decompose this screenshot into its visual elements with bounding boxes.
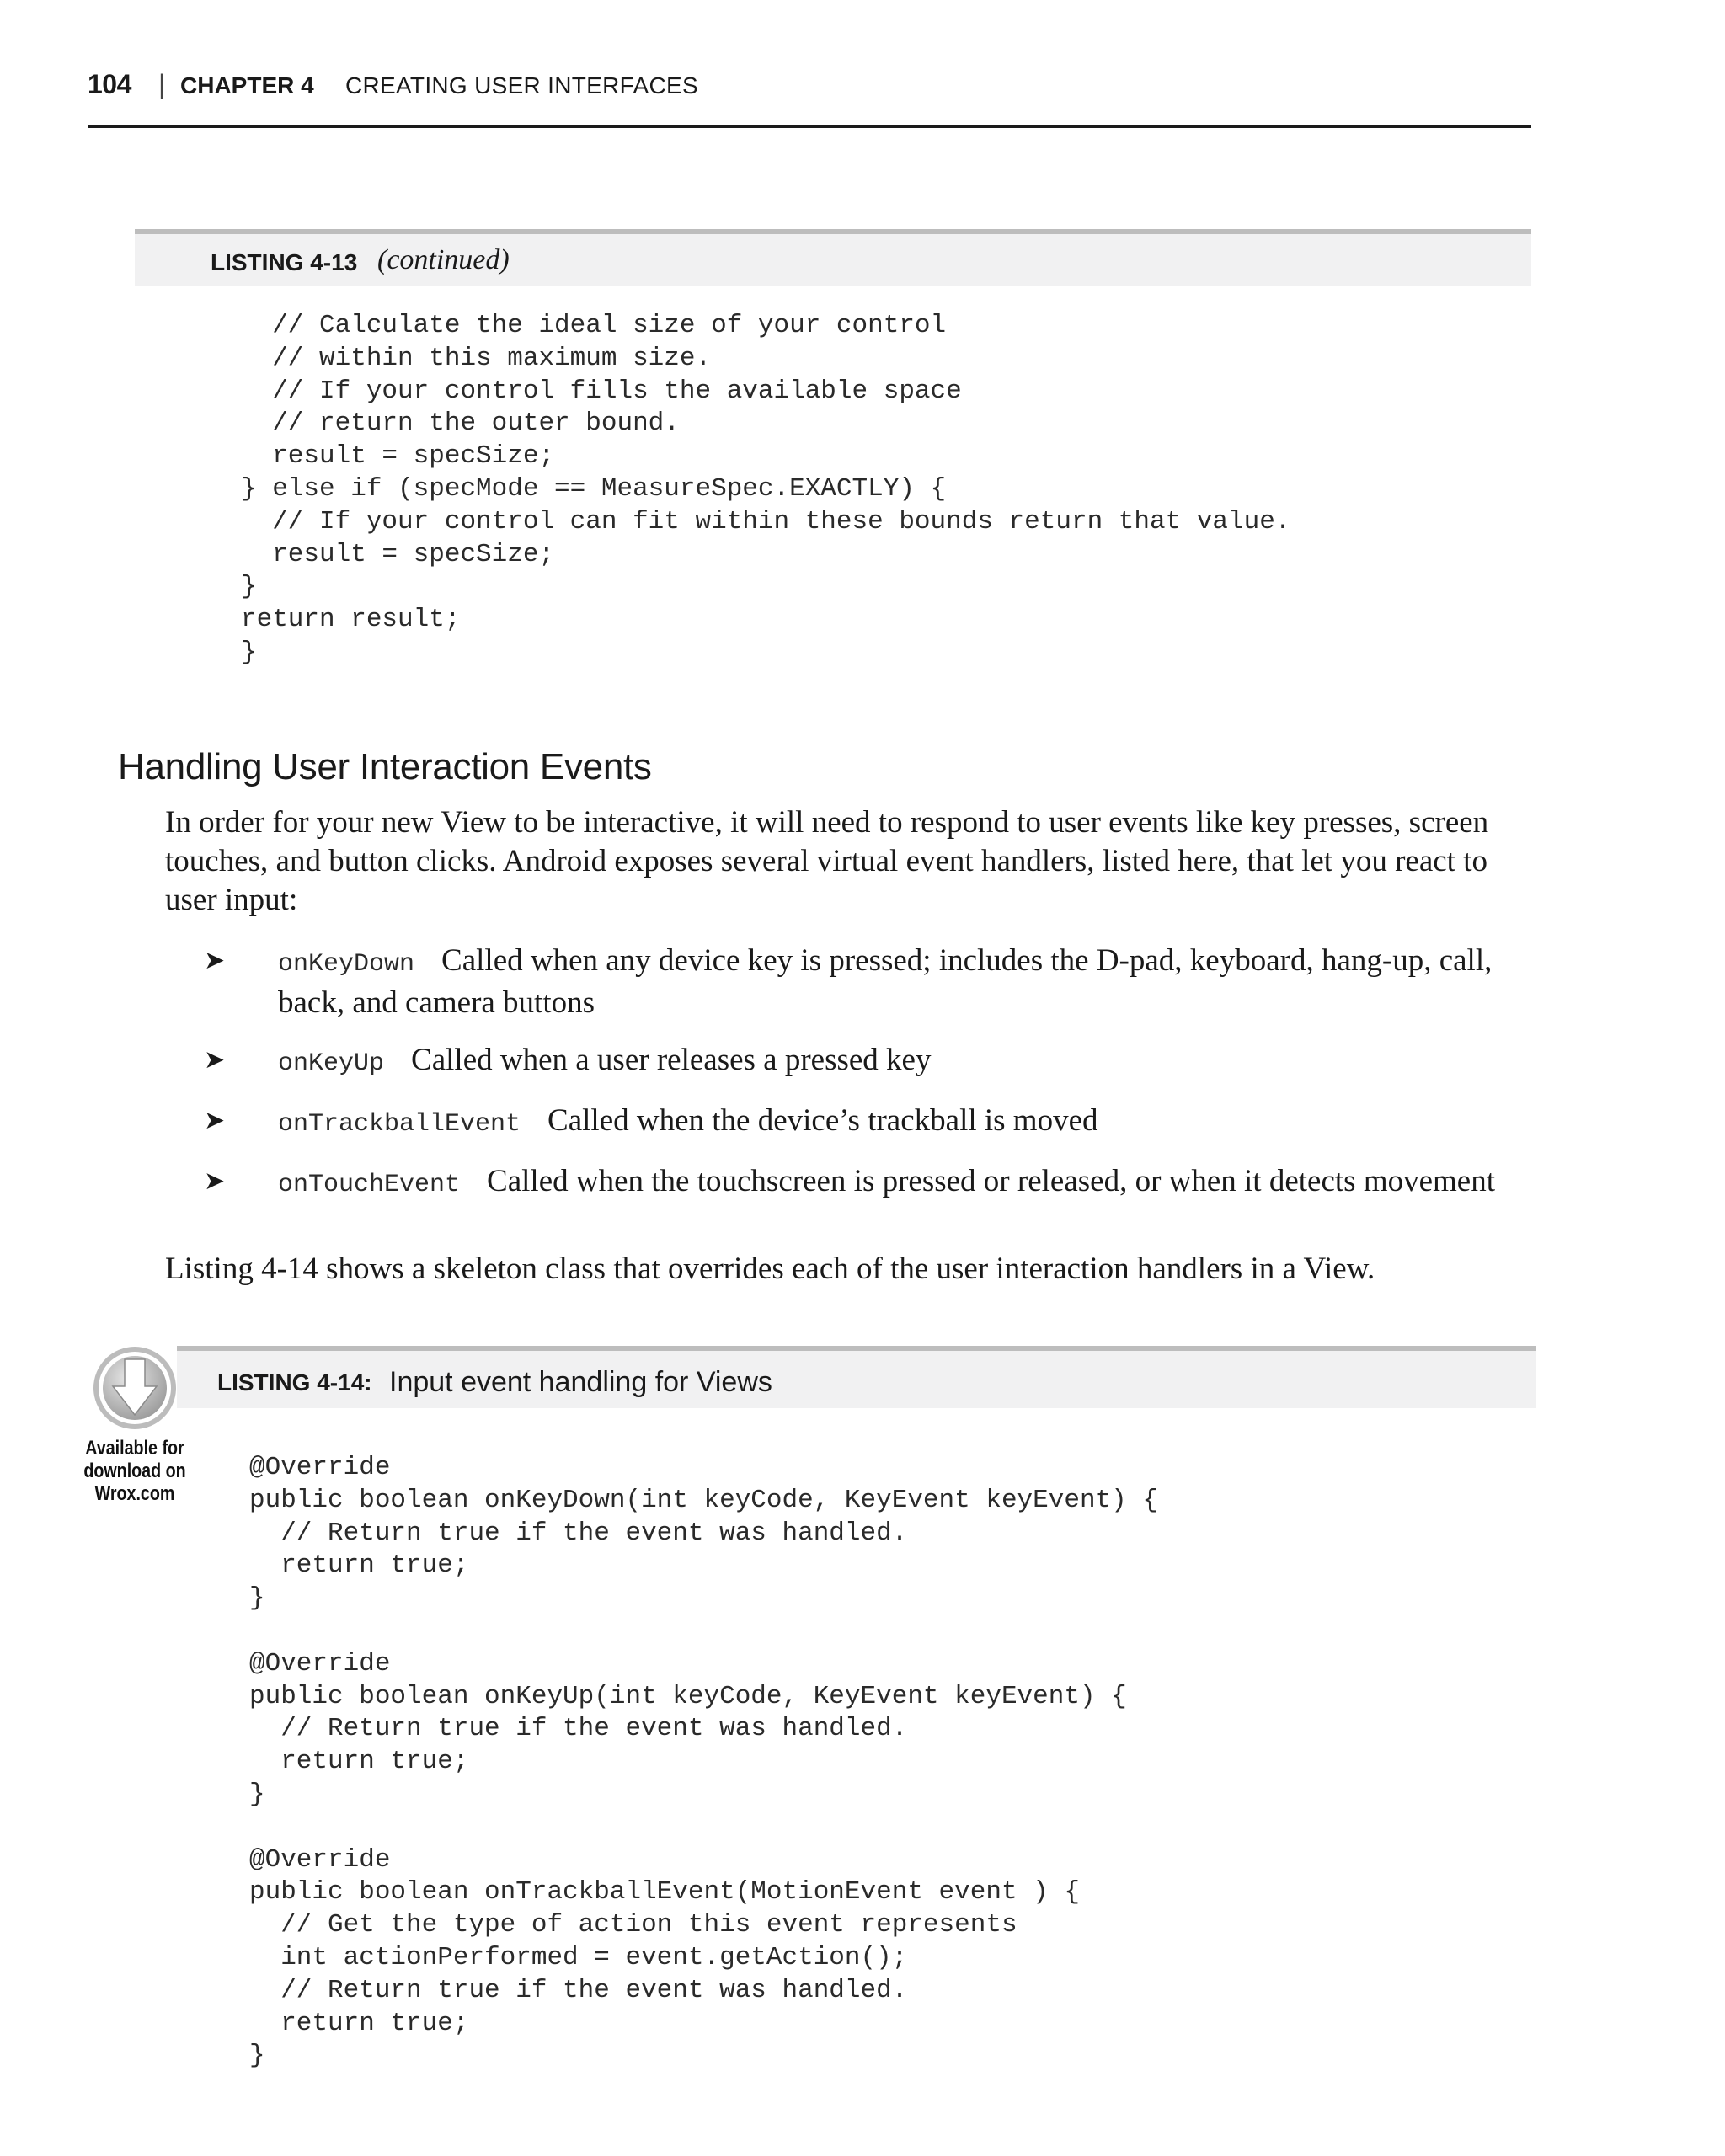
chapter-title: CREATING USER INTERFACES — [345, 72, 698, 99]
intro-paragraph: In order for your new View to be interactive, it will need to respond to user events like key presses, screen touches, and button clicks. Android exposes several virtual event handlers, listed here, that let you react to user input: — [165, 805, 1489, 917]
handler-name: onTrackballEvent — [278, 1110, 521, 1139]
handler-description: Called when the device’s trackball is moved — [547, 1103, 1098, 1138]
bullet-arrow-icon: ➤ — [204, 1166, 226, 1196]
listing-label: LISTING 4-13 — [211, 249, 358, 275]
listing-4-13-header — [135, 229, 1531, 286]
handler-name: onTouchEvent — [278, 1171, 461, 1199]
outro-paragraph: Listing 4-14 shows a skeleton class that overrides each of the user interaction handlers in a View. — [165, 1251, 1375, 1286]
header-separator: | — [158, 69, 166, 99]
section-heading: Handling User Interaction Events — [118, 746, 652, 787]
download-text: Available for download on Wrox.com — [83, 1437, 186, 1505]
handler-description: Called when any device key is pressed; includes the D-pad, keyboard, hang-up, call, back, and camera buttons — [278, 943, 1493, 1020]
event-handler-list — [202, 942, 1533, 1223]
list-item — [202, 1162, 1533, 1204]
list-item — [202, 1041, 1533, 1083]
handler-description: Called when the touchscreen is pressed or released, or when it detects movement — [487, 1164, 1496, 1198]
listing-label: LISTING 4-14: — [217, 1369, 372, 1396]
listing-title: Input event handling for Views — [389, 1366, 772, 1398]
list-item — [202, 942, 1533, 1022]
handler-name: onKeyUp — [278, 1049, 385, 1078]
download-arrow-icon — [91, 1344, 179, 1432]
bullet-arrow-icon: ➤ — [204, 1045, 226, 1075]
code-listing-4-14: @Override public boolean onKeyDown(int keyCode, KeyEvent keyEvent) { // Return true if the event was handled. return true; } @Override public boolean onKeyUp(int keyCode, KeyEvent keyEvent) { // Return true if the event was handled. return true; } @Override public boolean onTrackballEvent(MotionEvent event ) { // Get the type of action this event represents int actionPerformed = event.getAction(); // Return true if the event was handled. return true; } — [249, 1453, 1158, 2071]
listing-continued-note: (continued) — [377, 244, 510, 275]
bullet-arrow-icon: ➤ — [204, 946, 226, 975]
handler-description: Called when a user releases a pressed key — [411, 1043, 932, 1077]
code-listing-4-13: // Calculate the ideal size of your control // within this maximum size. // If your control fills the available space // return the outer bound. result = specSize; } else if (specMode == MeasureSpec.EXACTLY) { // If your control can fit within these bounds return that value. result = specSize; } return result; } — [241, 311, 1291, 667]
chapter-label: CHAPTER 4 — [180, 72, 314, 99]
listing-4-14-header — [177, 1346, 1536, 1408]
list-item — [202, 1102, 1533, 1144]
handler-name: onKeyDown — [278, 950, 415, 979]
running-header — [88, 66, 1531, 128]
page-number: 104 — [88, 69, 131, 99]
bullet-arrow-icon: ➤ — [204, 1106, 226, 1135]
